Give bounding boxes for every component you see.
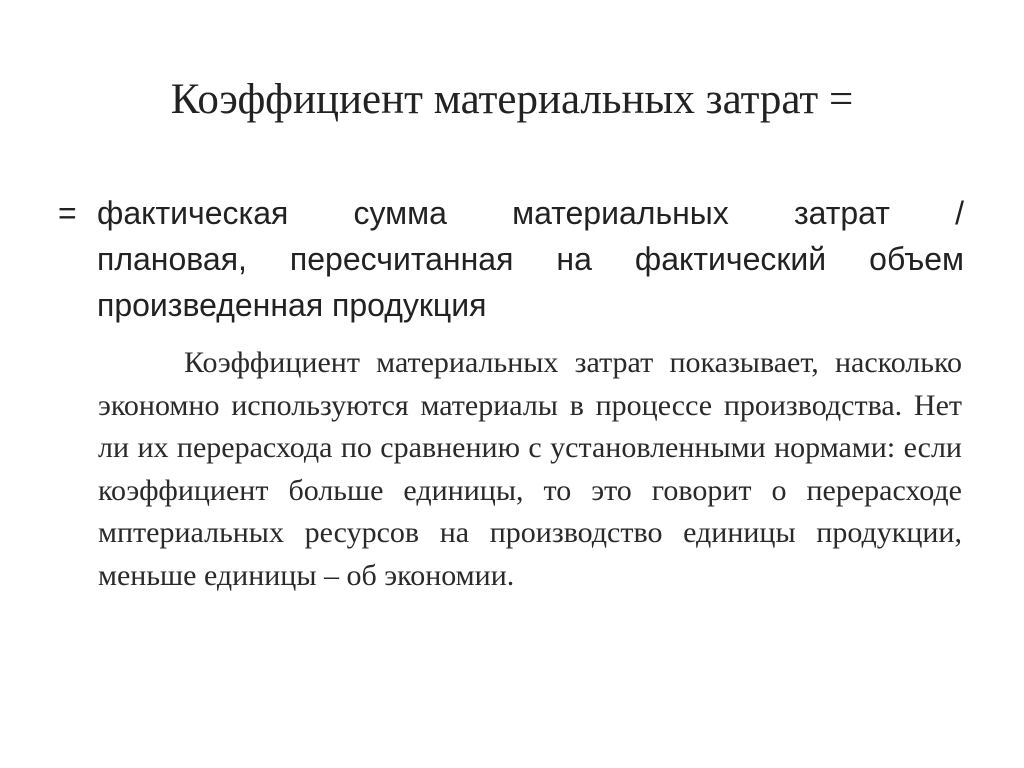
formula-equals-sign: = bbox=[58, 195, 77, 231]
slide-title: Коэффициент материальных затрат = bbox=[170, 76, 854, 123]
explanation-paragraph: Коэффициент материальных затрат показывает, насколько экономно используются материалы в процессе производства. Нет ли их перерасхода по сравнению с установленными нормами: если коэффициент больше единицы, то это говорит о перерасходе мптериальных ресурсов на производство единицы продукции, меньше единицы – об экономии. bbox=[98, 346, 962, 592]
formula-body bbox=[97, 190, 964, 328]
formula-numerator: фактическая сумма материальных затрат / bbox=[97, 195, 964, 231]
formula-block bbox=[58, 190, 964, 328]
formula-denominator: плановая, пересчитанная на фактический объем произведенная продукция bbox=[97, 241, 964, 323]
